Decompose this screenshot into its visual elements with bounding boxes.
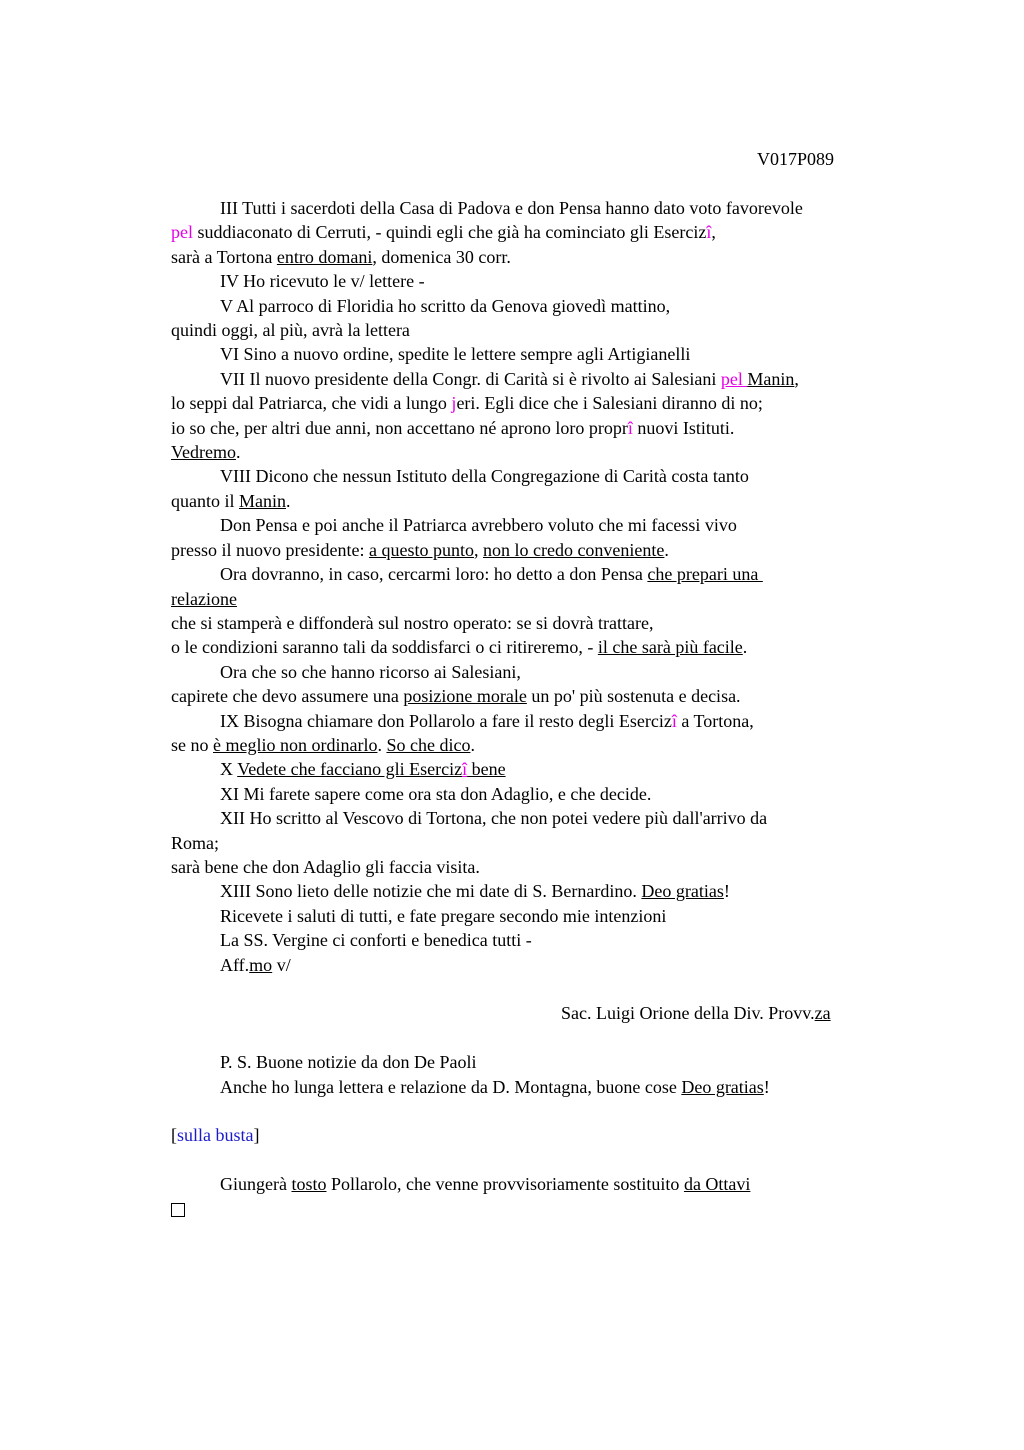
line-26: XII Ho scritto al Vescovo di Tortona, che non potei vedere più dall'arrivo da	[220, 808, 768, 829]
line-06: quindi oggi, al più, avrà la lettera	[171, 320, 410, 341]
checkbox-icon	[171, 1203, 185, 1217]
line-18: che si stamperà e diffonderà sul nostro operato: se si dovrà trattare,	[171, 612, 654, 633]
line-29: XIII Sono lieto delle notizie che mi date di S. Bernardino. Deo gratias!	[220, 881, 730, 902]
line-09: lo seppi dal Patriarca, che vidi a lungo jeri. Egli dice che i Salesiani diranno di no;	[171, 393, 763, 414]
line-23: se no è meglio non ordinarlo. So che dico.	[171, 734, 475, 755]
blank-line	[171, 1026, 931, 1050]
blank-line	[171, 1099, 931, 1123]
blank-line	[171, 1148, 931, 1172]
line-22: IX Bisogna chiamare don Pollarolo a fare il resto degli Esercizî a Tortona,	[220, 710, 754, 731]
line-31: La SS. Vergine ci conforti e benedica tutti -	[220, 930, 532, 951]
line-17: relazione	[171, 588, 237, 609]
line-11: Vedremo.	[171, 442, 241, 463]
line-15: presso il nuovo presidente: a questo punto, non lo credo conveniente.	[171, 539, 669, 560]
document-id: V017P089	[757, 149, 835, 169]
blank-line	[171, 977, 931, 1001]
line-20: Ora che so che hanno ricorso ai Salesiani,	[220, 661, 521, 682]
line-03: sarà a Tortona entro domani, domenica 30 corr.	[171, 246, 511, 267]
line-27: Roma;	[171, 832, 219, 853]
line-19: o le condizioni saranno tali da soddisfarci o ci ritireremo, - il che sarà più facile.	[171, 637, 748, 658]
signature-line: Sac. Luigi Orione della Div. Provv.za	[561, 1003, 831, 1024]
envelope-note: [sulla busta]	[171, 1125, 260, 1146]
line-14: Don Pensa e poi anche il Patriarca avrebbero voluto che mi facessi vivo	[220, 515, 737, 536]
checkbox-row	[171, 1197, 931, 1223]
postscript-line-1: P. S. Buone notizie da don De Paoli	[220, 1052, 477, 1073]
line-21: capirete che devo assumere una posizione morale un po' più sostenuta e decisa.	[171, 686, 741, 707]
line-08: VII Il nuovo presidente della Congr. di Carità si è rivolto ai Salesiani pel Manin,	[220, 368, 799, 389]
line-30: Ricevete i saluti di tutti, e fate pregare secondo mie intenzioni	[220, 905, 667, 926]
line-32: Aff.mo v/	[220, 954, 291, 975]
line-12: VIII Dicono che nessun Istituto della Congregazione di Carità costa tanto	[220, 466, 749, 487]
line-01: III Tutti i sacerdoti della Casa di Padova e don Pensa hanno dato voto favorevole	[220, 198, 803, 218]
line-05: V Al parroco di Floridia ho scritto da Genova giovedì mattino,	[220, 295, 671, 316]
line-24: X Vedete che facciano gli Esercizî bene	[220, 759, 506, 780]
line-13: quanto il Manin.	[171, 490, 291, 511]
line-04: IV Ho ricevuto le v/ lettere -	[220, 271, 425, 292]
line-10: io so che, per altri due anni, non accettano né aprono loro proprî nuovi Istituti.	[171, 417, 735, 438]
postscript-line-2: Anche ho lunga lettera e relazione da D. Montagna, buone cose Deo gratias!	[220, 1076, 770, 1097]
letter-body	[171, 196, 931, 1223]
line-16: Ora dovranno, in caso, cercarmi loro: ho detto a don Pensa che prepari una	[220, 564, 763, 585]
line-02: pel suddiaconato di Cerruti, - quindi egli che già ha cominciato gli Esercizî,	[171, 222, 716, 243]
envelope-line: Giungerà tosto Pollarolo, che venne provvisoriamente sostituito da Ottavi	[220, 1174, 751, 1195]
line-28: sarà bene che don Adaglio gli faccia visita.	[171, 856, 480, 877]
line-07: VI Sino a nuovo ordine, spedite le lettere sempre agli Artigianelli	[220, 344, 691, 365]
line-25: XI Mi farete sapere come ora sta don Adaglio, e che decide.	[220, 783, 652, 804]
